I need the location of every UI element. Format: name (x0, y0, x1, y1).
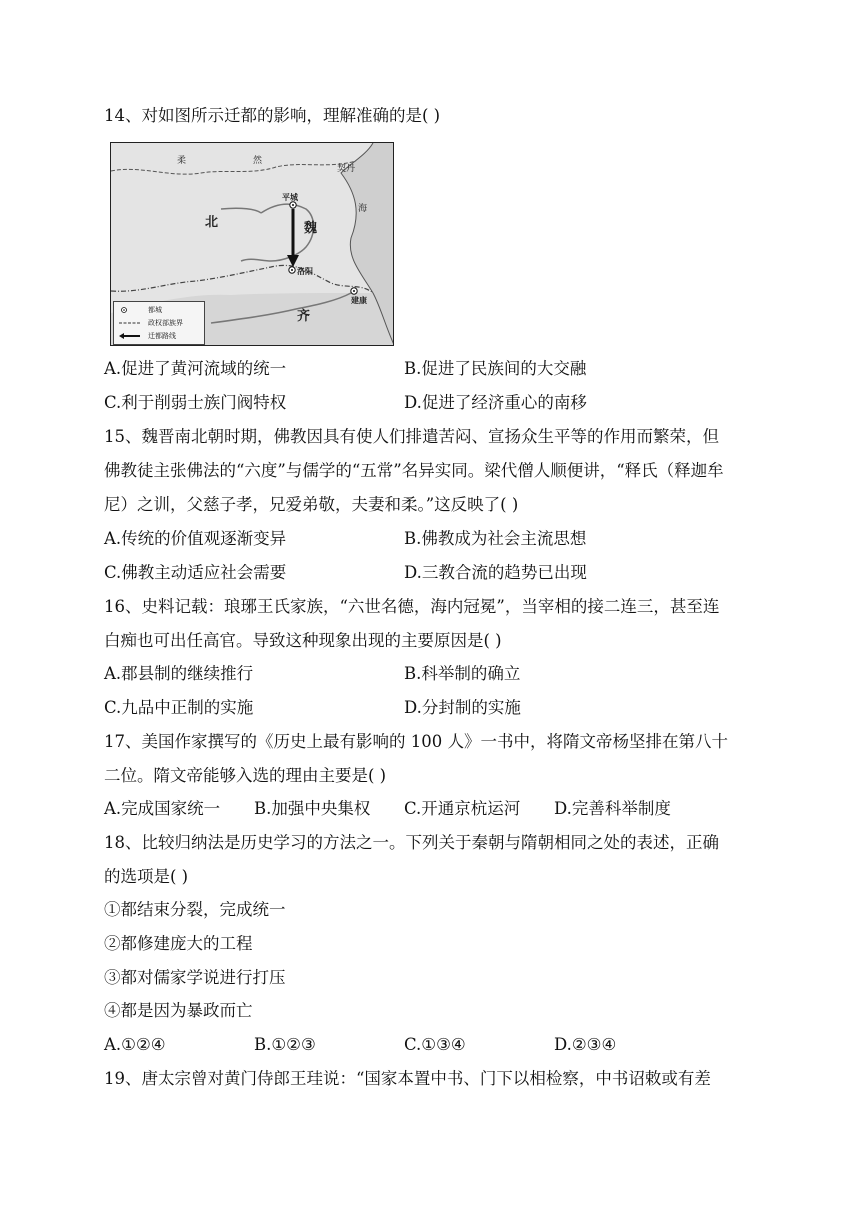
q17-option-d[interactable]: D.完善科举制度 (554, 799, 671, 818)
q15-option-b[interactable]: B.佛教成为社会主流思想 (404, 529, 587, 548)
map-label-pingcheng: 平城 (282, 193, 298, 202)
map-label-hai: 海 (358, 204, 368, 214)
q18-stem-line-2: 的选项是( ) (104, 867, 189, 886)
q14-map (110, 142, 394, 346)
q16-option-b[interactable]: B.科举制的确立 (404, 664, 521, 683)
q16-stem-line-1: 16、史料记载：琅琊王氏家族，“六世名德，海内冠冕”，当宰相的接二连三，甚至连 (104, 597, 720, 616)
map-label-rouran-2: 然 (253, 156, 263, 166)
q18-stem-line-1: 18、比较归纳法是历史学习的方法之一。下列关于秦朝与隋朝相同之处的表述，正确 (104, 833, 719, 852)
q16-option-c[interactable]: C.九品中正制的实施 (104, 698, 254, 717)
q15-option-d[interactable]: D.三教合流的趋势已出现 (404, 563, 587, 582)
map-label-bei: 北 (205, 215, 219, 230)
q18-item-2: ②都修建庞大的工程 (104, 934, 253, 953)
map-label-jiankang: 建康 (351, 296, 367, 305)
q14-option-c[interactable]: C.利于削弱士族门阀特权 (104, 393, 287, 412)
q15-stem-line-2: 佛教徒主张佛法的“六度”与儒学的“五常”名异实同。梁代僧人顺便讲，“释氏（释迦牟 (104, 461, 724, 480)
q17-option-c[interactable]: C.开通京杭运河 (404, 799, 521, 818)
map-label-rouran-1: 柔 (177, 156, 187, 166)
q19-stem-line-1: 19、唐太宗曾对黄门侍郎王珪说：“国家本置中书、门下以相检察，中书诏敕或有差 (104, 1069, 711, 1088)
q18-item-1: ①都结束分裂，完成统一 (104, 900, 286, 919)
q15-stem-line-3: 尼）之训，父慈子孝，兄爱弟敬，夫妻和柔。”这反映了( ) (104, 495, 519, 514)
q15-stem-line-1: 15、魏晋南北朝时期，佛教因具有使人们排遣苦闷、宣扬众生平等的作用而繁荣，但 (104, 427, 719, 446)
q16-stem-line-2: 白痴也可出任高官。导致这种现象出现的主要原因是( ) (104, 631, 502, 650)
q17-stem-line-2: 二位。隋文帝能够入选的理由主要是( ) (104, 766, 387, 785)
q16-option-a[interactable]: A.郡县制的继续推行 (104, 664, 254, 683)
q14-option-d[interactable]: D.促进了经济重心的南移 (404, 393, 587, 412)
q18-option-b[interactable]: B.①②③ (254, 1035, 316, 1054)
q14-stem: 14、对如图所示迁都的影响，理解准确的是( ) (104, 106, 441, 125)
map-legend: 都城 政权部族界 迁都路线 (113, 301, 205, 345)
q14-option-b[interactable]: B.促进了民族间的大交融 (404, 359, 587, 378)
q15-option-c[interactable]: C.佛教主动适应社会需要 (104, 563, 287, 582)
q17-option-b[interactable]: B.加强中央集权 (254, 799, 371, 818)
map-label-qi: 齐 (297, 309, 311, 324)
map-label-qidan: 契丹 (337, 164, 356, 174)
q15-option-a[interactable]: A.传统的价值观逐渐变异 (104, 529, 287, 548)
q16-option-d[interactable]: D.分封制的实施 (404, 698, 521, 717)
q17-option-a[interactable]: A.完成国家统一 (104, 799, 221, 818)
map-label-luoyang: 洛阳 (297, 267, 313, 276)
map-label-wei: 魏 (304, 221, 318, 236)
q18-option-a[interactable]: A.①②④ (104, 1035, 166, 1054)
q18-item-4: ④都是因为暴政而亡 (104, 1001, 253, 1020)
q18-option-c[interactable]: C.①③④ (404, 1035, 466, 1054)
q17-stem-line-1: 17、美国作家撰写的《历史上最有影响的 100 人》一书中，将隋文帝杨坚排在第八十 (104, 732, 728, 751)
q18-option-d[interactable]: D.②③④ (554, 1035, 617, 1054)
q18-item-3: ③都对儒家学说进行打压 (104, 968, 286, 987)
q14-option-a[interactable]: A.促进了黄河流域的统一 (104, 359, 287, 378)
